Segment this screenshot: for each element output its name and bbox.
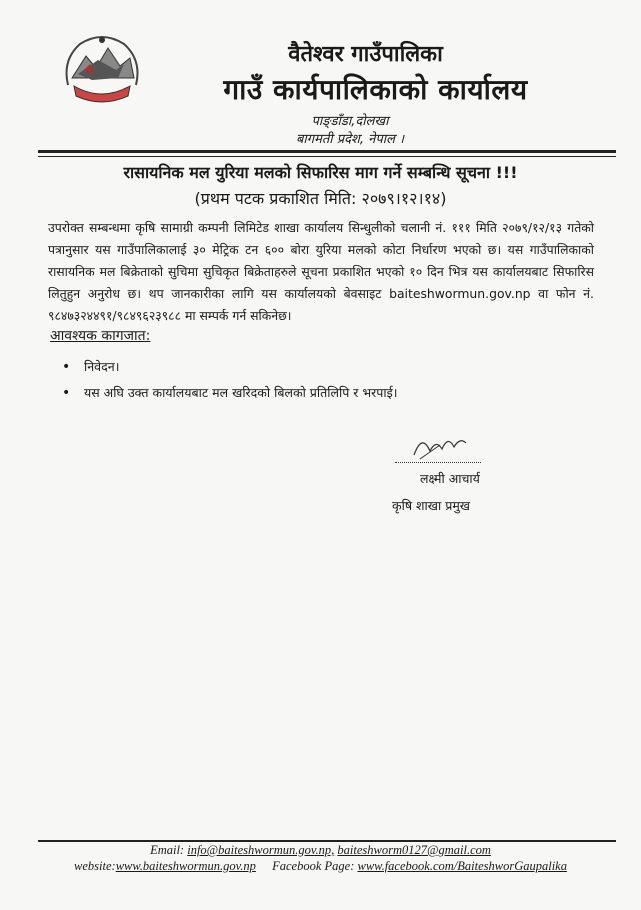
required-documents-list: [62, 356, 397, 408]
notice-body: उपरोक्त सम्बन्धमा कृषि सामाग्री कम्पनी लिमिटेड शाखा कार्यालय सिन्धुलीको चलानी नं. १११ मिति २०७९/१२/१३ गतेको पत्रानुसार यस गाउँपालिकालाई ३० मेट्रिक टन ६०० बोरा युरिया मलको कोटा निर्धारण भएको छ। यस गाउँपालिकाको रासायनिक मल बिक्रेताको सुचिमा सुचिकृत बिक्रेताहरुले सूचना प्रकाशित भएको १० दिन भित्र यस कार्यालयबाट सिफारिस लितुहुन अनुरोध छ। थप जानकारीका लागि यस कार्यालयको बेवसाइट baiteshwormun.gov.np वा फोन नं. ९८४७३२४४९१/९८४९६२३९८८ मा सम्पर्क गर्न सकिनेछ।: [48, 220, 594, 323]
notice-title: रासायनिक मल युरिया मलको सिफारिस माग गर्ने सम्बन्धि सूचना !!!: [123, 163, 518, 182]
list-item: • यस अघि उक्त कार्यालयबाट मल खरिदको बिलको प्रतिलिपि र भरपाई।: [62, 382, 397, 408]
footer-email-line: [0, 843, 641, 858]
header-divider-thin: [38, 156, 616, 157]
website-label: website:: [74, 859, 116, 873]
required-documents-heading: आवश्यक कागजात:: [50, 328, 151, 344]
header-divider: [38, 150, 616, 153]
website-link[interactable]: www.baiteshwormun.gov.np: [115, 859, 256, 873]
address-line-1: पाङ्डाँडा,दोलखा: [311, 114, 389, 129]
facebook-link[interactable]: www.facebook.com/BaiteshworGaupalika: [357, 859, 567, 873]
address-line-2: बागमती प्रदेश, नेपाल ।: [295, 132, 405, 147]
publish-date: (प्रथम पटक प्रकाशित मिति: २०७९।१२।१४): [194, 189, 447, 208]
signer-name: लक्ष्मी आचार्य: [420, 471, 480, 486]
office-name: गाउँ कार्यपालिकाको कार्यालय: [223, 73, 528, 106]
facebook-label: Facebook Page:: [272, 859, 355, 873]
municipality-name: वैतेश्वर गाउँपालिका: [288, 42, 443, 67]
footer-web-line: [0, 859, 641, 874]
signature-icon: [410, 425, 470, 465]
email-label: Email:: [150, 843, 185, 857]
signer-title: कृषि शाखा प्रमुख: [392, 498, 471, 513]
signature-line: [395, 462, 481, 463]
email-link-2[interactable]: baiteshworm0127@gmail.com: [337, 843, 491, 857]
email-link-1[interactable]: info@baiteshwormun.gov.np,: [187, 843, 335, 857]
list-item: • निवेदन।: [62, 356, 397, 382]
footer-divider: [38, 840, 616, 842]
